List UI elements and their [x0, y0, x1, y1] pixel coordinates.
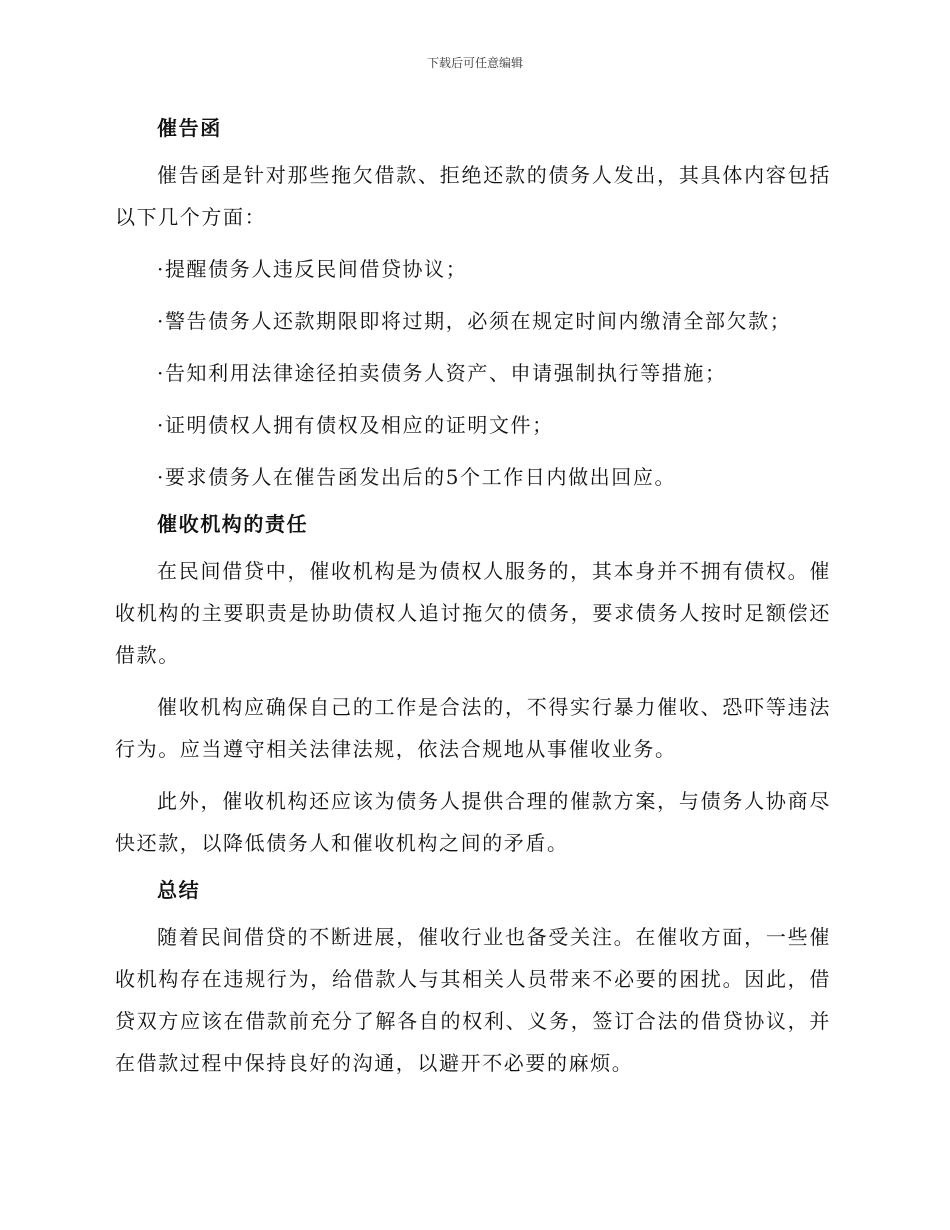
- list-item: ·提醒债务人违反民间借贷协议；: [157, 257, 468, 281]
- section-title-agency-responsibility: 催收机构的责任: [157, 512, 309, 536]
- page-header: 下载后可任意编辑: [426, 56, 523, 70]
- paragraph-summary: 随着民间借贷的不断进展，催收行业也备受关注。在催收方面，一些催收机构存在违规行为，给借款人与其相关人员带来不必要的困扰。因此，借贷双方应该在借款前充分了解各自的权利、义务，签订合法的借贷协议，并在借款过程中保持良好的沟通，以避开不必要的麻烦。: [115, 925, 831, 1075]
- section-title-summary: 总结: [157, 878, 201, 902]
- paragraph-agency-3: 此外，催收机构还应该为债务人提供合理的催款方案，与债务人协商尽快还款，以降低债务人和催收机构之间的矛盾。: [115, 789, 831, 855]
- demand-letter-bullet-list: [115, 248, 831, 498]
- list-item: ·证明债权人拥有债权及相应的证明文件；: [157, 413, 554, 437]
- list-item: ·告知利用法律途径拍卖债务人资产、申请强制执行等措施；: [157, 361, 727, 385]
- paragraph-demand-letter-intro: 催告函是针对那些拖欠借款、拒绝还款的债务人发出，其具体内容包括以下几个方面：: [115, 163, 831, 229]
- paragraph-agency-1: 在民间借贷中，催收机构是为债权人服务的，其本身并不拥有债权。催收机构的主要职责是协助债权人追讨拖欠的债务，要求债务人按时足额偿还借款。: [115, 559, 831, 667]
- document-body: [115, 108, 831, 1084]
- paragraph-agency-2: 催收机构应确保自己的工作是合法的，不得实行暴力催收、恐吓等违法行为。应当遵守相关法律法规，依法合规地从事催收业务。: [115, 695, 831, 761]
- list-item: ·警告债务人还款期限即将过期，必须在规定时间内缴清全部欠款；: [157, 309, 792, 333]
- section-title-demand-letter: 催告函: [157, 116, 222, 140]
- list-item: ·要求债务人在催告函发出后的5个工作日内做出回应。: [157, 465, 677, 489]
